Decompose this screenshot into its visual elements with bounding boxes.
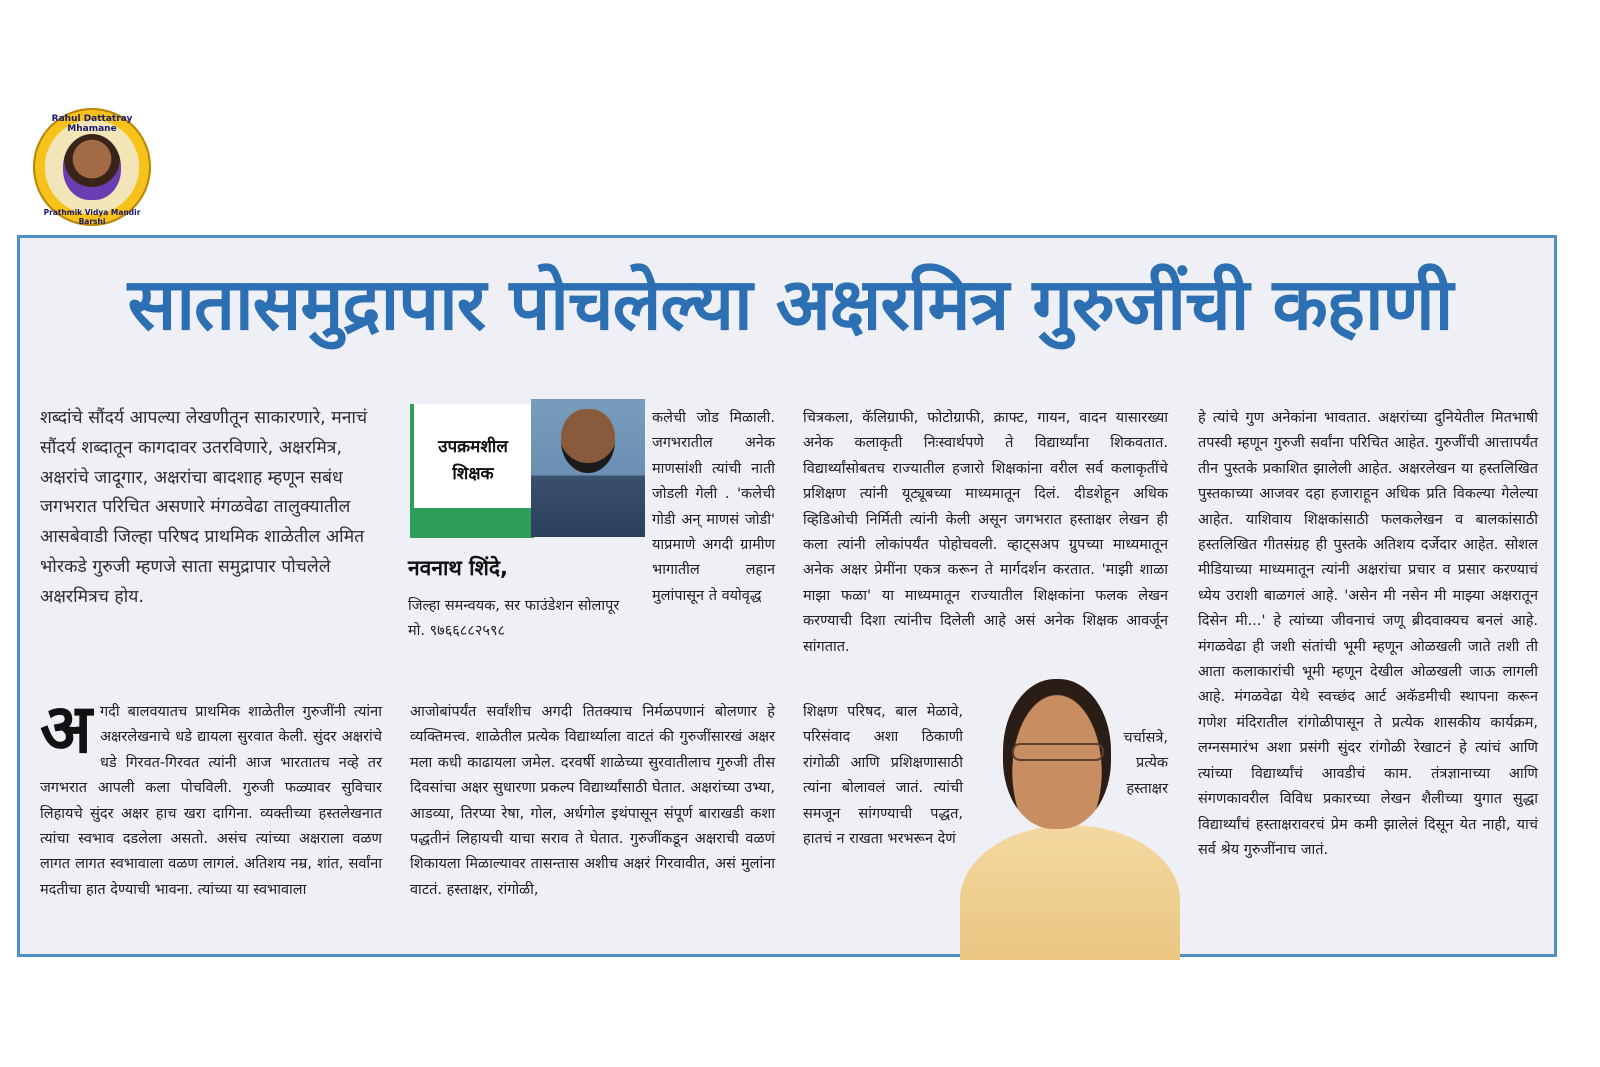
teacher-photo xyxy=(955,675,1185,960)
badge-school: Prathmik Vidya Mandir Barshi xyxy=(43,208,141,226)
body-column-2-bottom: आजोबांपर्यंत सर्वांशीच अगदी तितक्याच निर्मळपणानं बोलणार हे व्यक्तिमत्त्व. शाळेतील प्रत्येक विद्यार्थ्याला वाटतं की गुरुजींसारखं अक्षर मला कधी काढायला जमेल. दरवर्षी शाळेच्या सुरवातीलाच गुरुजी तीस दिवसांचा अक्षर सुधारणा प्रकल्प विद्यार्थ्यांसाठी घेतात. अक्षरांच्या उभ्या, आडव्या, तिरप्या रेषा, गोल, अर्धगोल इथंपासून संपूर्ण बाराखडी कशा पद्धतीनं लिहायची याचा सराव ते घेतात. गुरुजींकडून अक्षराची वळणं शिकायला मिळाल्यावर तासन्तास अशीच अक्षरं गिरवावीत, असं मुलांना वाटतं. हस्ताक्षर, रांगोळी, xyxy=(410,704,775,898)
body-column-3-right: चर्चासत्रे, प्रत्येक हस्ताक्षर xyxy=(1123,730,1168,797)
kicker-accent-bar xyxy=(410,508,534,538)
badge-name: Rahul Dattatray Mhamane xyxy=(51,114,133,134)
body-column-4: हे त्यांचे गुण अनेकांना भावतात. अक्षरांच्या दुनियेतील मितभाषी तपस्वी म्हणून गुरुजी सर्वांना परिचित आहेत. गुरुजींची आत्तापर्यंत तीन पुस्तके प्रकाशित झालेली आहेत. अक्षरलेखन या हस्तलिखित पुस्तकाच्या आजवर दहा हजाराहून अधिक प्रति विकल्या गेलेल्या आहेत. याशिवाय शिक्षकांसाठी फलकलेखन व बालकांसाठी हस्तलिखित गीतसंग्रह ही पुस्तके अतिशय दर्जेदार आहेत. सोशल मीडियाच्या माध्यमातून त्यांनी अक्षरांचा प्रचार व प्रसार करण्याचं ध्येय उराशी बाळगलं आहे. 'असेन मी नसेन मी माझ्या अक्षरातून दिसेन मी...' हे त्यांच्या जीवनाचं जणू ब्रीदवाक्यच बनलं आहे. मंगळवेढा ही जशी संतांची भूमी म्हणून ओळखली जाते तशी ती आता कलाकारांची भूमी म्हणून देखील ओळखली जाऊ लागली आहे. मंगळवेढा येथे स्वच्छंद आर्ट अकॅडमीची स्थापना करून गणेश मंदिरातील रांगोळीपासून ते प्रत्येक शासकीय कार्यक्रम, लग्नसमारंभ अशा प्रसंगी सुंदर रांगोळी रेखाटनं हे त्यांचं आणि त्यांच्या विद्यार्थ्यांचं आवडीचं काम. तंत्रज्ञानाच्या आणि संगणकावरील विविध प्रकारच्या लेखन शैलीच्या युगात सुद्धा विद्यार्थ्यांचं हस्ताक्षरावरचं प्रेम कमी झालेलं दिसून येत नाही, याचं सर्व श्रेय गुरुजींनाच जातं. xyxy=(1198,410,1538,858)
author-role: जिल्हा समन्वयक, सर फाउंडेशन सोलापूर मो. ९७६६८८२५९८ xyxy=(408,598,620,639)
author-name: नवनाथ शिंदे, xyxy=(408,556,509,580)
badge-portrait xyxy=(63,134,121,200)
body-column-1 xyxy=(40,690,382,903)
kicker-label: उपक्रमशील शिक्षक xyxy=(438,437,508,484)
article-headline: सातासमुद्रापार पोचलेल्या अक्षरमित्र गुरुजींची कहाणी xyxy=(127,262,1453,346)
author-photo xyxy=(531,399,645,537)
body-column-3-top: चित्रकला, कॅलिग्राफी, फोटोग्राफी, क्राफ्ट, गायन, वादन यासारख्या अनेक कलाकृती निःस्वार्थपणे ते विद्यार्थ्यांना शिकवतात. विद्यार्थ्यांसोबतच राज्यातील हजारो शिक्षकांना वरील सर्व कलाकृतींचे प्रशिक्षण त्यांनी यूट्यूबच्या माध्यमातून दिलं. दीडशेहून अधिक व्हिडिओची निर्मिती त्यांनी केली असून जगभरात हस्ताक्षर लेखन ही कला त्यांनी लोकांपर्यंत पोहोचवली. व्हाट्सअप ग्रुपच्या माध्यमातून अनेक अक्षर प्रेमींना एकत्र करून ते मार्गदर्शन करतात. 'माझी शाळा माझा फळा' या माध्यमातून राज्यातील शिक्षकांना फलक लेखन करण्याची दिशा त्यांनीच दिलेली आहे असं अनेक शिक्षक आवर्जून सांगतात. xyxy=(803,410,1168,655)
body-column-2-top: कलेची जोड मिळाली. जगभरातील अनेक माणसांशी त्यांची नाती जोडली गेली . 'कलेची गोडी अन् माणसं जोडी' याप्रमाणे अगदी ग्रामीण भागातील लहान मुलांपासून ते वयोवृद्ध xyxy=(652,410,775,604)
drop-cap: अ xyxy=(40,690,92,769)
article-frame xyxy=(17,235,1557,957)
body-column-3-left: शिक्षण परिषद, बाल मेळावे, परिसंवाद अशा ठिकाणी रांगोळी आणि प्रशिक्षणासाठी त्यांना बोलावलं जातं. त्यांची समजून सांगण्याची पद्धत, हातचं न राखता भरभरून देणं xyxy=(803,704,963,848)
body-column-1-text: गदी बालवयातच प्राथमिक शाळेतील गुरुजींनी त्यांना अक्षरलेखनाचे धडे द्यायला सुरवात केली. सुंदर अक्षरांचे धडे गिरवत-गिरवत त्यांनी आज भारतातच नव्हे तर जगभरात आपली कला पोचविली. गुरुजी फळ्यावर सुविचार लिहायचे सुंदर अक्षर हाच खरा दागिना. व्यक्तीच्या हस्तलेखनात त्यांचा स्वभाव दडलेला असतो. असंच त्यांच्या अक्षराला वळण लागत लागत स्वभावाला वळण लागलं. अतिशय नम्र, शांत, सर्वांना मदतीचा हात देण्याची भावना. त्यांच्या या स्वभावाला xyxy=(40,704,382,898)
author-badge-logo xyxy=(33,108,151,226)
intro-paragraph: शब्दांचे सौंदर्य आपल्या लेखणीतून साकारणारे, मनाचं सौंदर्य शब्दातून कागदावर उतरविणारे, अक्षरमित्र, अक्षरांचे जादूगार, अक्षरांचा बादशाह म्हणून सबंध जगभरात परिचित असणारे मंगळवेढा तालुक्यातील आसबेवाडी जिल्हा परिषद प्राथमिक शाळेतील अमित भोरकडे गुरुजी म्हणजे साता समुद्रापार पोचलेले अक्षरमित्रच होय. xyxy=(40,408,368,607)
